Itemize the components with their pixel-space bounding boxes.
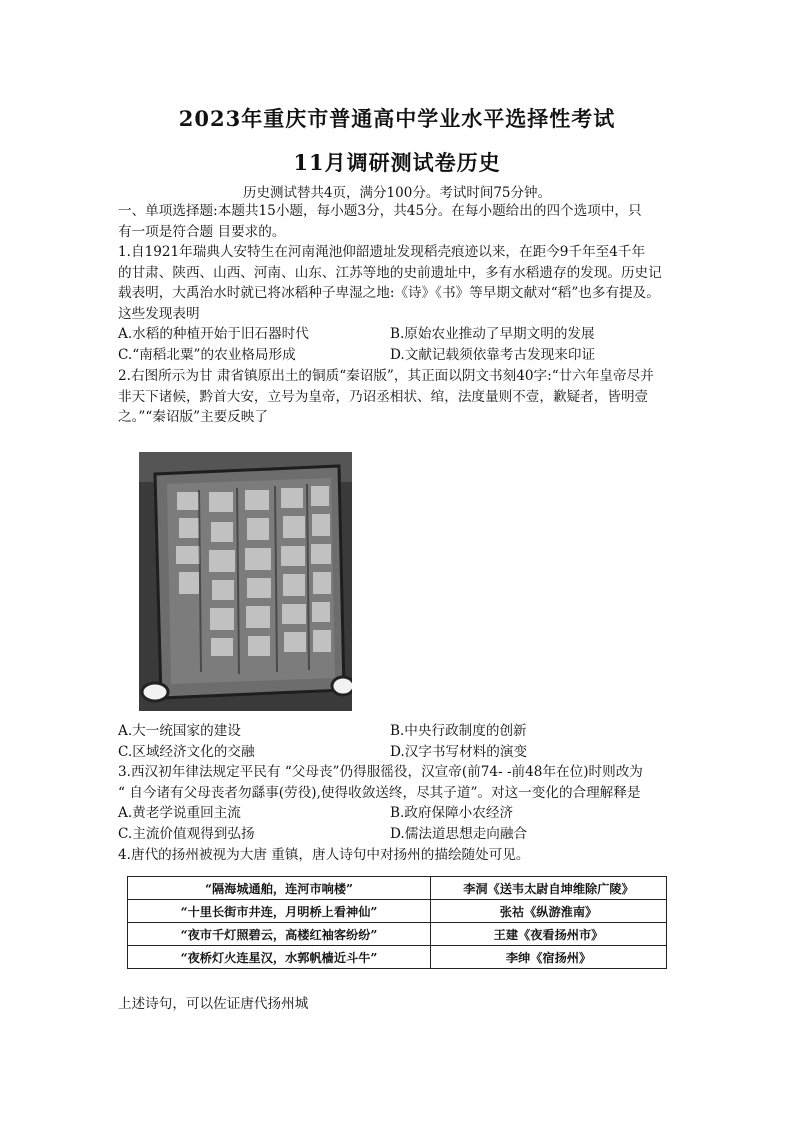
instruction-line: 有一项是符合题 目要求的。: [118, 223, 286, 240]
question-3-stem: [118, 762, 678, 803]
option-a: A.黄老学说重回主流: [118, 805, 241, 821]
exam-subtitle: 11月调研测试卷历史: [293, 150, 501, 175]
question-1-options: [118, 324, 678, 365]
exam-info: 历史测试替共4页，满分100分。考试时间75分钟。: [242, 185, 552, 201]
question-line: 之。”“秦诏版”主要反映了: [118, 409, 268, 425]
question-line: 2.右图所示为甘 肃省镇原出土的铜质“秦诏版”，其正面以阴文书刻40字:“廿六年皇帝尽并: [118, 368, 654, 384]
section-instructions: [118, 201, 678, 242]
option-d: D.儒法道思想走向融合: [390, 825, 528, 842]
question-line: “ 自今诸有父母丧者勿繇事(劳役),使得收敛送终，尽其子道”。对这一变化的合理解释是: [118, 784, 641, 801]
table-row: [128, 900, 667, 923]
table-row: [128, 923, 667, 946]
question-4-stem: [118, 845, 678, 866]
poem-source: 王建《夜看扬州市》: [431, 923, 667, 946]
question-2-options: [118, 721, 678, 762]
option-d: D.汉字书写材料的演变: [390, 743, 528, 760]
instruction-line: 一、单项选择题:本题共15小题，每小题3分，共45分。在每小题给出的四个选项中，只: [118, 203, 642, 219]
poem-quote: “夜市千灯照碧云，高楼红袖客纷纷”: [128, 923, 431, 946]
option-c: C.区域经济文化的交融: [118, 743, 255, 760]
option-c: C.“南稻北粟”的农业格局形成: [118, 346, 296, 363]
question-3-options: [118, 803, 678, 844]
question-line: 1.自1921年瑞典人安特生在河南渑池仰韶遗址发现稻壳痕迹以来，在距今9千年至4千年: [118, 244, 646, 260]
table-row: [128, 877, 667, 900]
poem-source: 张祜《纵游淮南》: [431, 900, 667, 923]
question-line: 的甘肃、陕西、山西、河南、山东、江苏等地的史前遗址中，多有水稻遗存的发现。历史记: [118, 264, 662, 281]
question-line: 非天下诸候，黔首大安，立号为皇帝，乃诏丞相状、绾，法度量则不壹，歉疑者，皆明壹: [118, 388, 649, 405]
question-line: 这些发现表明: [118, 305, 200, 322]
poem-quote: “十里长街市井连，月明桥上看神仙”: [128, 900, 431, 923]
option-b: B.原始农业推动了早期文明的发展: [390, 326, 595, 342]
option-b: B.政府保障小农经济: [390, 805, 514, 821]
poem-quote: “夜桥灯火连星汉，水郭帆樯近斗牛”: [128, 946, 431, 969]
option-d: D.文献记载须依靠考古发现来印证: [390, 346, 596, 363]
question-4-prompt: 上述诗句，可以佐证唐代扬州城: [118, 996, 309, 1012]
option-b: B.中央行政制度的创新: [390, 723, 527, 739]
exam-title: 2023年重庆市普通高中学业水平选择性考试: [178, 106, 616, 131]
qin-edict-plate-image: [139, 452, 352, 711]
poem-source: 李洞《送韦太尉自坤维除广陵》: [431, 877, 667, 900]
question-1-stem: [118, 242, 678, 324]
bronze-plate-drawing: [139, 452, 352, 711]
question-line: 载表明，大禹治水时就已将冰稻种子卑湿之地:《诗》《书》等早期文献对“稻”也多有提及。: [118, 285, 660, 301]
question-line: 4.唐代的扬州被视为大唐 重镇，唐人诗句中对扬州的描绘随处可见。: [118, 847, 530, 863]
question-line: 3.西汉初年律法规定平民有 “父母丧”仍得服徭役，汉宣帝(前74- -前48年在位)时则改为: [118, 764, 643, 780]
option-a: A.水稻的种植开始于旧石器时代: [118, 326, 309, 342]
option-a: A.大一统国家的建设: [118, 723, 241, 739]
poem-table: [127, 876, 667, 969]
poem-quote: “隔海城通舶，连河市响楼”: [128, 877, 431, 900]
table-row: [128, 946, 667, 969]
option-c: C.主流价值观得到弘扬: [118, 825, 255, 842]
poem-source: 李绅《宿扬州》: [431, 946, 667, 969]
question-2-stem: [118, 366, 678, 428]
